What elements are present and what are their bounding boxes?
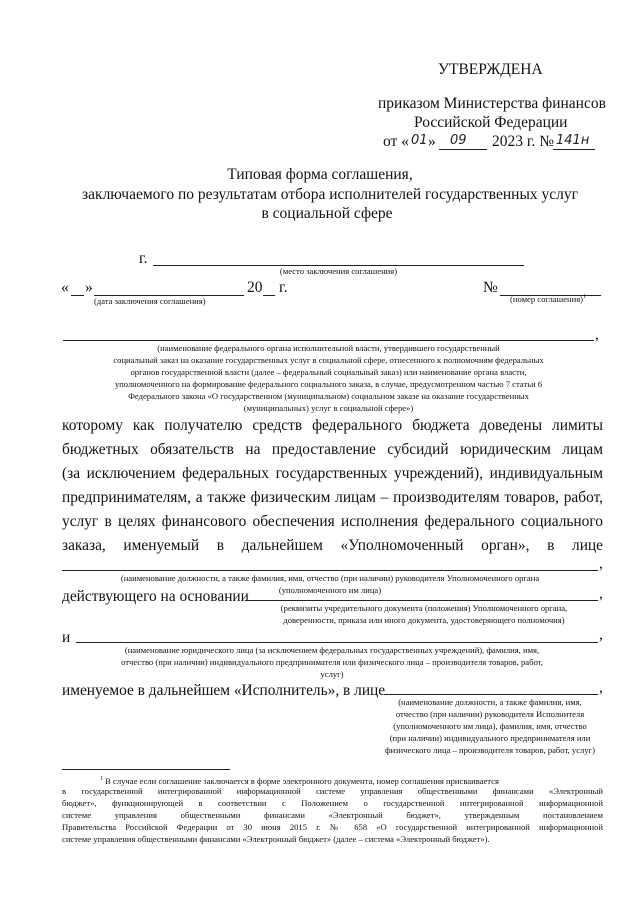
contractor-caption-2: отчество (при наличии) индивидуального предпринимателя или физического лица – производителя товаров, работ, [121,657,543,667]
day-field[interactable] [71,295,84,296]
basis-field[interactable] [245,600,598,601]
number-caption: (номер соглашения)$^1$ [510,294,587,304]
date-caption: (дата заключения соглашения) [94,296,206,306]
authority-caption-3: органов государственной власти (далее – федеральный социальный заказ) или наименование органа власти, [130,367,527,377]
approval-year-text: 2023 г. № [492,133,555,150]
footnote-line-2: в государственной интегрированной информационной системе управления общественными финансами «Электронный [62,786,603,796]
official-caption-2: (уполномоченного им лица) [278,585,382,595]
contractor-caption-3: услуг) [320,669,344,679]
authority-caption-6: (муниципальных) услуг в социальной сфере») [243,403,414,413]
approval-line-2: Российской Федерации [414,114,568,131]
executor-text: именуемое в дальнейшем «Исполнитель», в лице [62,682,386,699]
footnote-line-4: системе управления общественными финансами «Электронный бюджет», утвержденным постановлением [62,810,603,820]
footnote-separator [62,769,230,770]
approval-month: 09 [450,133,467,148]
basis-caption-1: (реквизиты учредительного документа (положения) Уполномоченного органа, [280,603,568,613]
footnote-line-5: Правительства Российской Федерации от 30 июня 2015 г. № 658 «О государственной интегрированной информационной [62,822,603,832]
number-sign: № [483,279,498,296]
executor-field[interactable] [384,694,598,695]
official-field[interactable] [62,570,598,571]
authority-field[interactable] [63,340,594,341]
footnote-line-1: $^1$ В случае если соглашение заключается в форме электронного документа, номер соглашения присваивается [100,775,499,786]
executor-caption-2: отчество (при наличии) руководителя Исполнителя [395,709,585,719]
footnote-line-6: системе управления общественными финансами «Электронный бюджет» (далее – система «Электронный бюджет»). [62,834,490,844]
executor-comma: , [599,679,603,696]
authority-caption-2: социальный заказ на оказание государственных услуг в социальной сфере, отнесенного к полномочиям федеральных [113,355,544,365]
approval-date-mid: » [428,133,436,150]
document-title-line-3: в социальной сфере [261,205,393,222]
authority-caption-4: уполномоченного на формирование федерального социального заказа, в случае, предусмотренном частью 7 статьи 6 [114,379,543,389]
year-label: 20 [247,279,263,296]
footnote-reference: 1 [583,294,587,301]
main-paragraph-line-6: заказа, именуемый в дальнейшем «Уполномоченный орган», в лице [62,537,603,554]
executor-caption-3: (уполномоченного им лица), фамилия, имя, отчество [393,721,587,731]
year-field[interactable] [263,295,275,296]
document-title-line-1: Типовая форма соглашения, [227,166,413,183]
executor-caption-4: (при наличии) индивидуального предпринимателя или [389,733,591,743]
executor-caption-1: (наименование должности, а также фамилия, имя, [398,697,582,707]
place-prefix: г. [139,250,148,267]
authority-caption-5: Федерального закона «О государственном (муниципальном) социальном заказе на оказание государственных [128,391,529,401]
main-paragraph-line-4: предпринимателям, а также физическим лицам – производителям товаров, работ, [62,489,603,506]
approval-line-1: приказом Министерства финансов [378,95,606,112]
contractor-caption-1: (наименование юридического лица (за исключением федеральных государственных учреждений), фамилия, имя, [124,645,540,655]
approval-number-underline [553,149,595,150]
executor-caption-5: физического лица – производителя товаров, работ, услуг) [385,745,595,755]
approval-day: 01 [411,133,428,148]
place-caption: (место заключения соглашения) [279,266,398,276]
approval-number: 141н [556,133,590,148]
footnote-line-3: бюджет», функционирующей в соответствии с Положением о государственной интегрированной информационной [62,798,603,808]
authority-caption-1: (наименование федерального органа исполнительной власти, утвердившего государственный [157,343,500,353]
official-comma: , [599,555,603,572]
contractor-and: и [62,629,71,646]
basis-caption-2: доверенности, приказа или иного документа, удостоверяющего полномочия) [283,615,565,625]
approval-date-prefix: от « [383,133,409,150]
basis-text: действующего на основании [62,588,249,605]
date-quote-open: « [61,279,69,296]
contractor-field[interactable] [76,642,598,643]
official-caption-1: (наименование должности, а также фамилия, имя, отчество (при наличии) руководителя Уполномоченного органа [120,573,540,583]
approval-stamp: УТВЕРЖДЕНА [438,61,543,78]
main-paragraph-line-5: услуг в целях финансового обеспечения исполнения федерального социального [62,513,603,530]
footnote-mark: 1 [100,776,103,782]
main-paragraph-line-2: бюджетных обязательств на предоставление субсидий юридическим лицам [62,441,603,458]
authority-comma: , [595,326,599,343]
approval-month-underline [439,149,487,150]
main-paragraph-line-3: (за исключением федеральных государственных учреждений), индивидуальным [62,465,603,482]
basis-comma: , [599,585,603,602]
document-title-line-2: заключаемого по результатам отбора исполнителей государственных услуг [82,186,578,203]
date-quote-close: » [85,279,93,296]
contractor-comma: , [599,626,603,643]
main-paragraph-line-1: которому как получателю средств федерального бюджета доведены лимиты [62,417,603,434]
year-suffix: г. [279,279,288,296]
